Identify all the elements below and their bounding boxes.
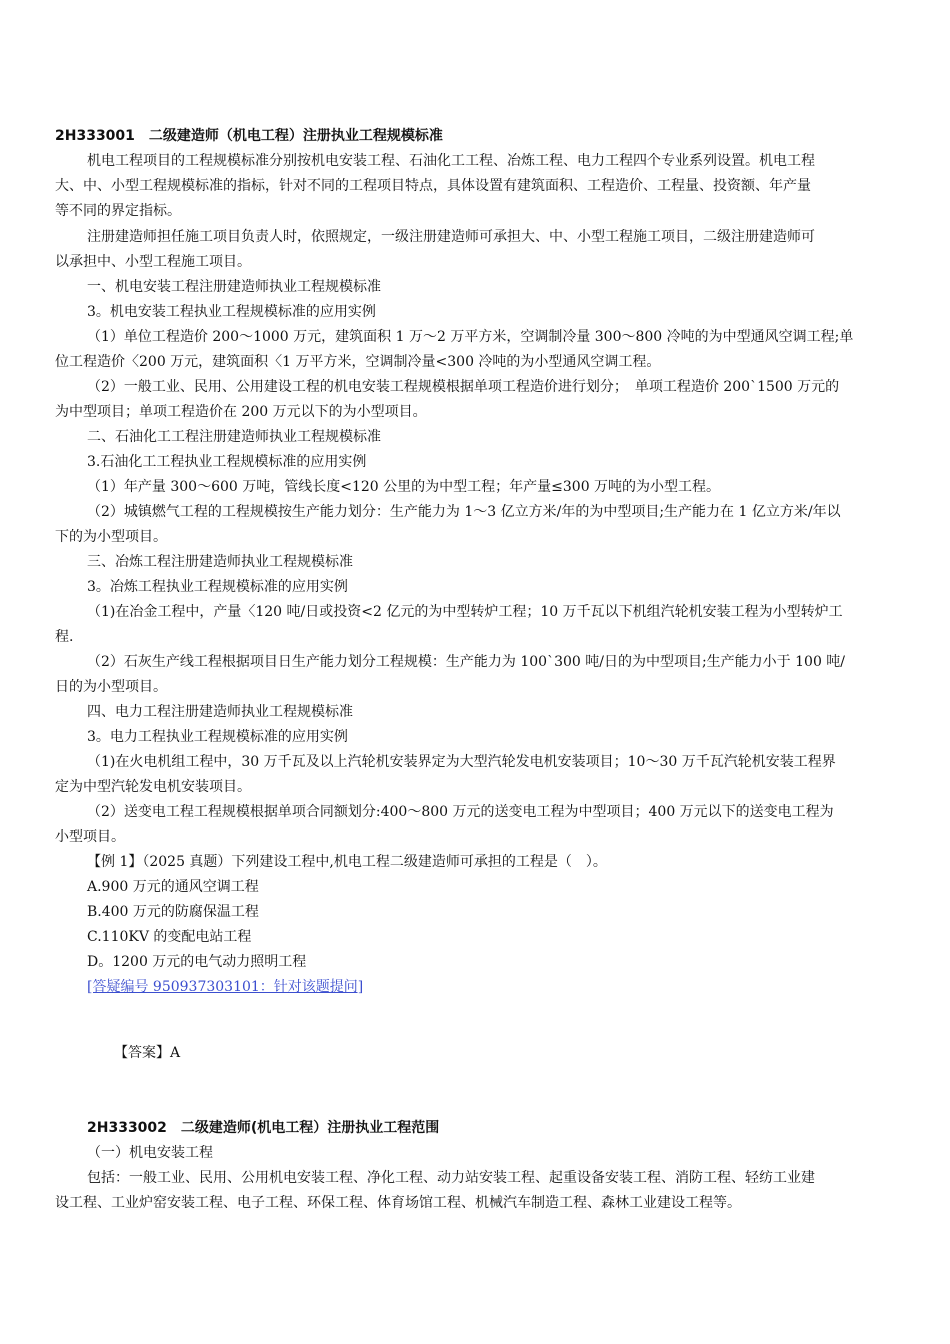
- paragraph-intro-line-1: 机电工程项目的工程规模标准分别按机电安装工程、石油化工工程、冶炼工程、电力工程四个专业系列设置。机电工程: [87, 153, 815, 169]
- scope-line-1: 包括：一般工业、民用、公用机电安装工程、净化工程、动力站安装工程、起重设备安装工程、消防工程、轻纺工业建: [87, 1170, 815, 1186]
- item-d2-line-1: （2）送变电工程工程规模根据单项合同额划分:400～800 万元的送变电工程为中型项目；400 万元以下的送变电工程为: [87, 804, 834, 820]
- item-d2-line-2: 小型项目。: [55, 829, 125, 845]
- subheading-smelting-examples: 3。冶炼工程执业工程规模标准的应用实例: [87, 579, 348, 595]
- paragraph-intro-line-3: 等不同的界定指标。: [55, 203, 181, 219]
- section-heading-2h333001: 2H333001 二级建造师（机电工程）注册执业工程规模标准: [55, 128, 443, 144]
- paragraph-registration-line-2: 以承担中、小型工程施工项目。: [55, 254, 251, 270]
- section-heading-2h333002: 2H333002 二级建造师(机电工程）注册执业工程范围: [87, 1120, 440, 1136]
- item-d1-line-1: （1)在火电机组工程中，30 万千瓦及以上汽轮机安装界定为大型汽轮发电机安装项目；10～30 万千瓦汽轮机安装工程界: [87, 754, 836, 770]
- subheading-installation: （一）机电安装工程: [87, 1145, 213, 1161]
- example-option-d: D。1200 万元的电气动力照明工程: [87, 954, 307, 970]
- subheading-power-examples: 3。电力工程执业工程规模标准的应用实例: [87, 729, 348, 745]
- item-b1: （1）年产量 300～600 万吨，管线长度<120 公里的为中型工程；年产量≤300 万吨的为小型工程。: [87, 479, 721, 495]
- subheading-petrochemical-examples: 3.石油化工工程执业工程规模标准的应用实例: [87, 454, 367, 470]
- item-a2-line-1: （2）一般工业、民用、公用建设工程的机电安装工程规模根据单项工程造价进行划分； 单项工程造价 200`1500 万元的: [87, 379, 840, 395]
- subheading-power: 四、电力工程注册建造师执业工程规模标准: [87, 704, 353, 720]
- item-a1-line-2: 位工程造价〈200 万元，建筑面积〈1 万平方米，空调制冷量<300 冷吨的为小型通风空调工程。: [55, 354, 661, 370]
- item-c2-line-1: （2）石灰生产线工程根据项目日生产能力划分工程规模：生产能力为 100`300 吨/日的为中型项目;生产能力小于 100 吨/: [87, 654, 846, 670]
- ask-question-link[interactable]: [答疑编号 950937303101：针对该题提问]: [87, 979, 364, 995]
- scope-line-2: 设工程、工业炉窑安装工程、电子工程、环保工程、体育场馆工程、机械汽车制造工程、森林工业建设工程等。: [55, 1195, 741, 1211]
- example-option-b: B.400 万元的防腐保温工程: [87, 904, 259, 920]
- item-a2-line-2: 为中型项目；单项工程造价在 200 万元以下的为小型项目。: [55, 404, 427, 420]
- item-c1-line-2: 程.: [55, 629, 74, 645]
- paragraph-intro-line-2: 大、中、小型工程规模标准的指标，针对不同的工程项目特点，具体设置有建筑面积、工程造价、工程量、投资额、年产量: [55, 178, 811, 194]
- item-c1-line-1: （1)在冶金工程中，产量〈120 吨/日或投资<2 亿元的为中型转炉工程；10 万千瓦以下机组汽轮机安装工程为小型转炉工: [87, 604, 843, 620]
- subheading-smelting: 三、冶炼工程注册建造师执业工程规模标准: [87, 554, 353, 570]
- example-option-c: C.110KV 的变配电站工程: [87, 929, 252, 945]
- paragraph-registration-line-1: 注册建造师担任施工项目负责人时，依照规定，一级注册建造师可承担大、中、小型工程施工项目，二级注册建造师可: [87, 229, 815, 245]
- subheading-petrochemical: 二、石油化工工程注册建造师执业工程规模标准: [87, 429, 381, 445]
- subheading-mechanical-electrical-examples: 3。机电安装工程执业工程规模标准的应用实例: [87, 304, 376, 320]
- example-answer: 【答案】A: [114, 1045, 181, 1061]
- item-a1-line-1: （1）单位工程造价 200～1000 万元，建筑面积 1 万～2 万平方米，空调制冷量 300～800 冷吨的为中型通风空调工程;单: [87, 329, 854, 345]
- subheading-mechanical-electrical: 一、机电安装工程注册建造师执业工程规模标准: [87, 279, 381, 295]
- item-b2-line-1: （2）城镇燃气工程的工程规模按生产能力划分：生产能力为 1～3 亿立方米/年的为中型项目;生产能力在 1 亿立方米/年以: [87, 504, 841, 520]
- item-d1-line-2: 定为中型汽轮发电机安装项目。: [55, 779, 251, 795]
- example-option-a: A.900 万元的通风空调工程: [87, 879, 259, 895]
- item-c2-line-2: 日的为小型项目。: [55, 679, 167, 695]
- item-b2-line-2: 下的为小型项目。: [55, 529, 167, 545]
- example-question: 【例 1】（2025 真题）下列建设工程中,机电工程二级建造师可承担的工程是（ ）。: [87, 854, 607, 870]
